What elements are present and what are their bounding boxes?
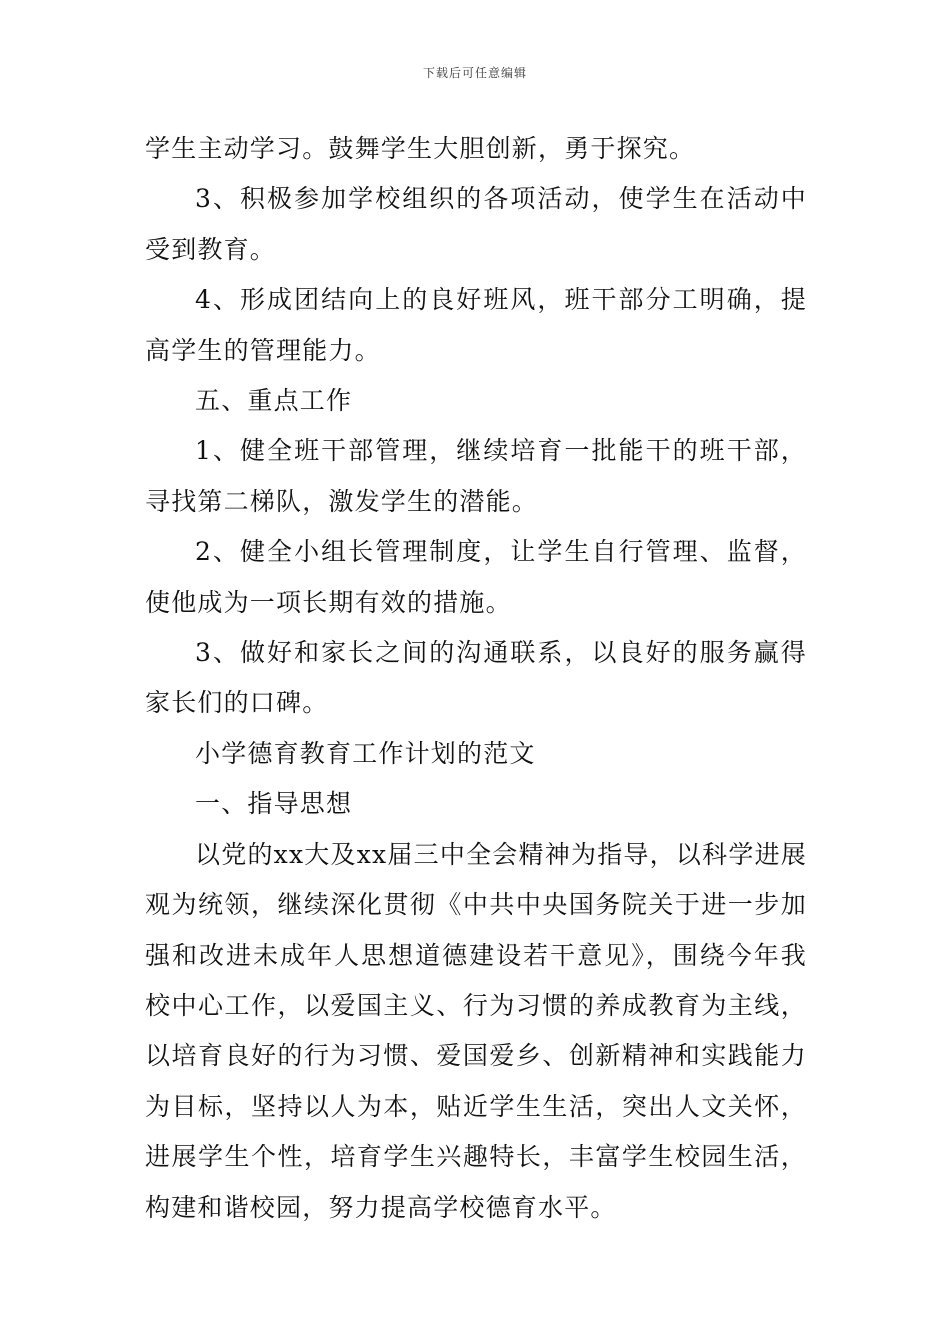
document-subtitle: 小学德育教育工作计划的范文 xyxy=(195,738,536,768)
paragraph-item-3-parents: 3、做好和家长之间的沟通联系，以良好的服务赢得家长们的口碑。 xyxy=(145,638,807,718)
paragraph-continuation: 学生主动学习。鼓舞学生大胆创新，勇于探究。 xyxy=(145,134,696,163)
section-heading-key-work: 五、重点工作 xyxy=(195,386,353,416)
document-body xyxy=(145,124,807,1233)
paragraph-item-2-group-leaders: 2、健全小组长管理制度，让学生自行管理、监督，使他成为一项长期有效的措施。 xyxy=(145,537,807,617)
paragraph-guiding-ideology: 以党的xx大及xx届三中全会精神为指导，以科学进展观为统领，继续深化贯彻《中共中央国务院关于进一步加强和改进未成年人思想道德建设若干意见》，围绕今年我校中心工作，以爱国主义、行为习惯的养成教育为主线，以培育良好的行为习惯、爱国爱乡、创新精神和实践能力为目标，坚持以人为本，贴近学生生活，突出人文关怀，进展学生个性，培育学生兴趣特长，丰富学生校园生活，构建和谐校园，努力提高学校德育水平。 xyxy=(145,839,807,1222)
page-header: 下载后可任意编辑 xyxy=(422,66,527,80)
paragraph-item-1-class-cadres: 1、健全班干部管理，继续培育一批能干的班干部，寻找第二梯队，激发学生的潜能。 xyxy=(145,436,807,516)
section-heading-guiding-ideology: 一、指导思想 xyxy=(195,789,353,819)
paragraph-item-3-activities: 3、积极参加学校组织的各项活动，使学生在活动中受到教育。 xyxy=(145,184,807,264)
paragraph-item-4-class-spirit: 4、形成团结向上的良好班风，班干部分工明确，提高学生的管理能力。 xyxy=(145,285,807,365)
